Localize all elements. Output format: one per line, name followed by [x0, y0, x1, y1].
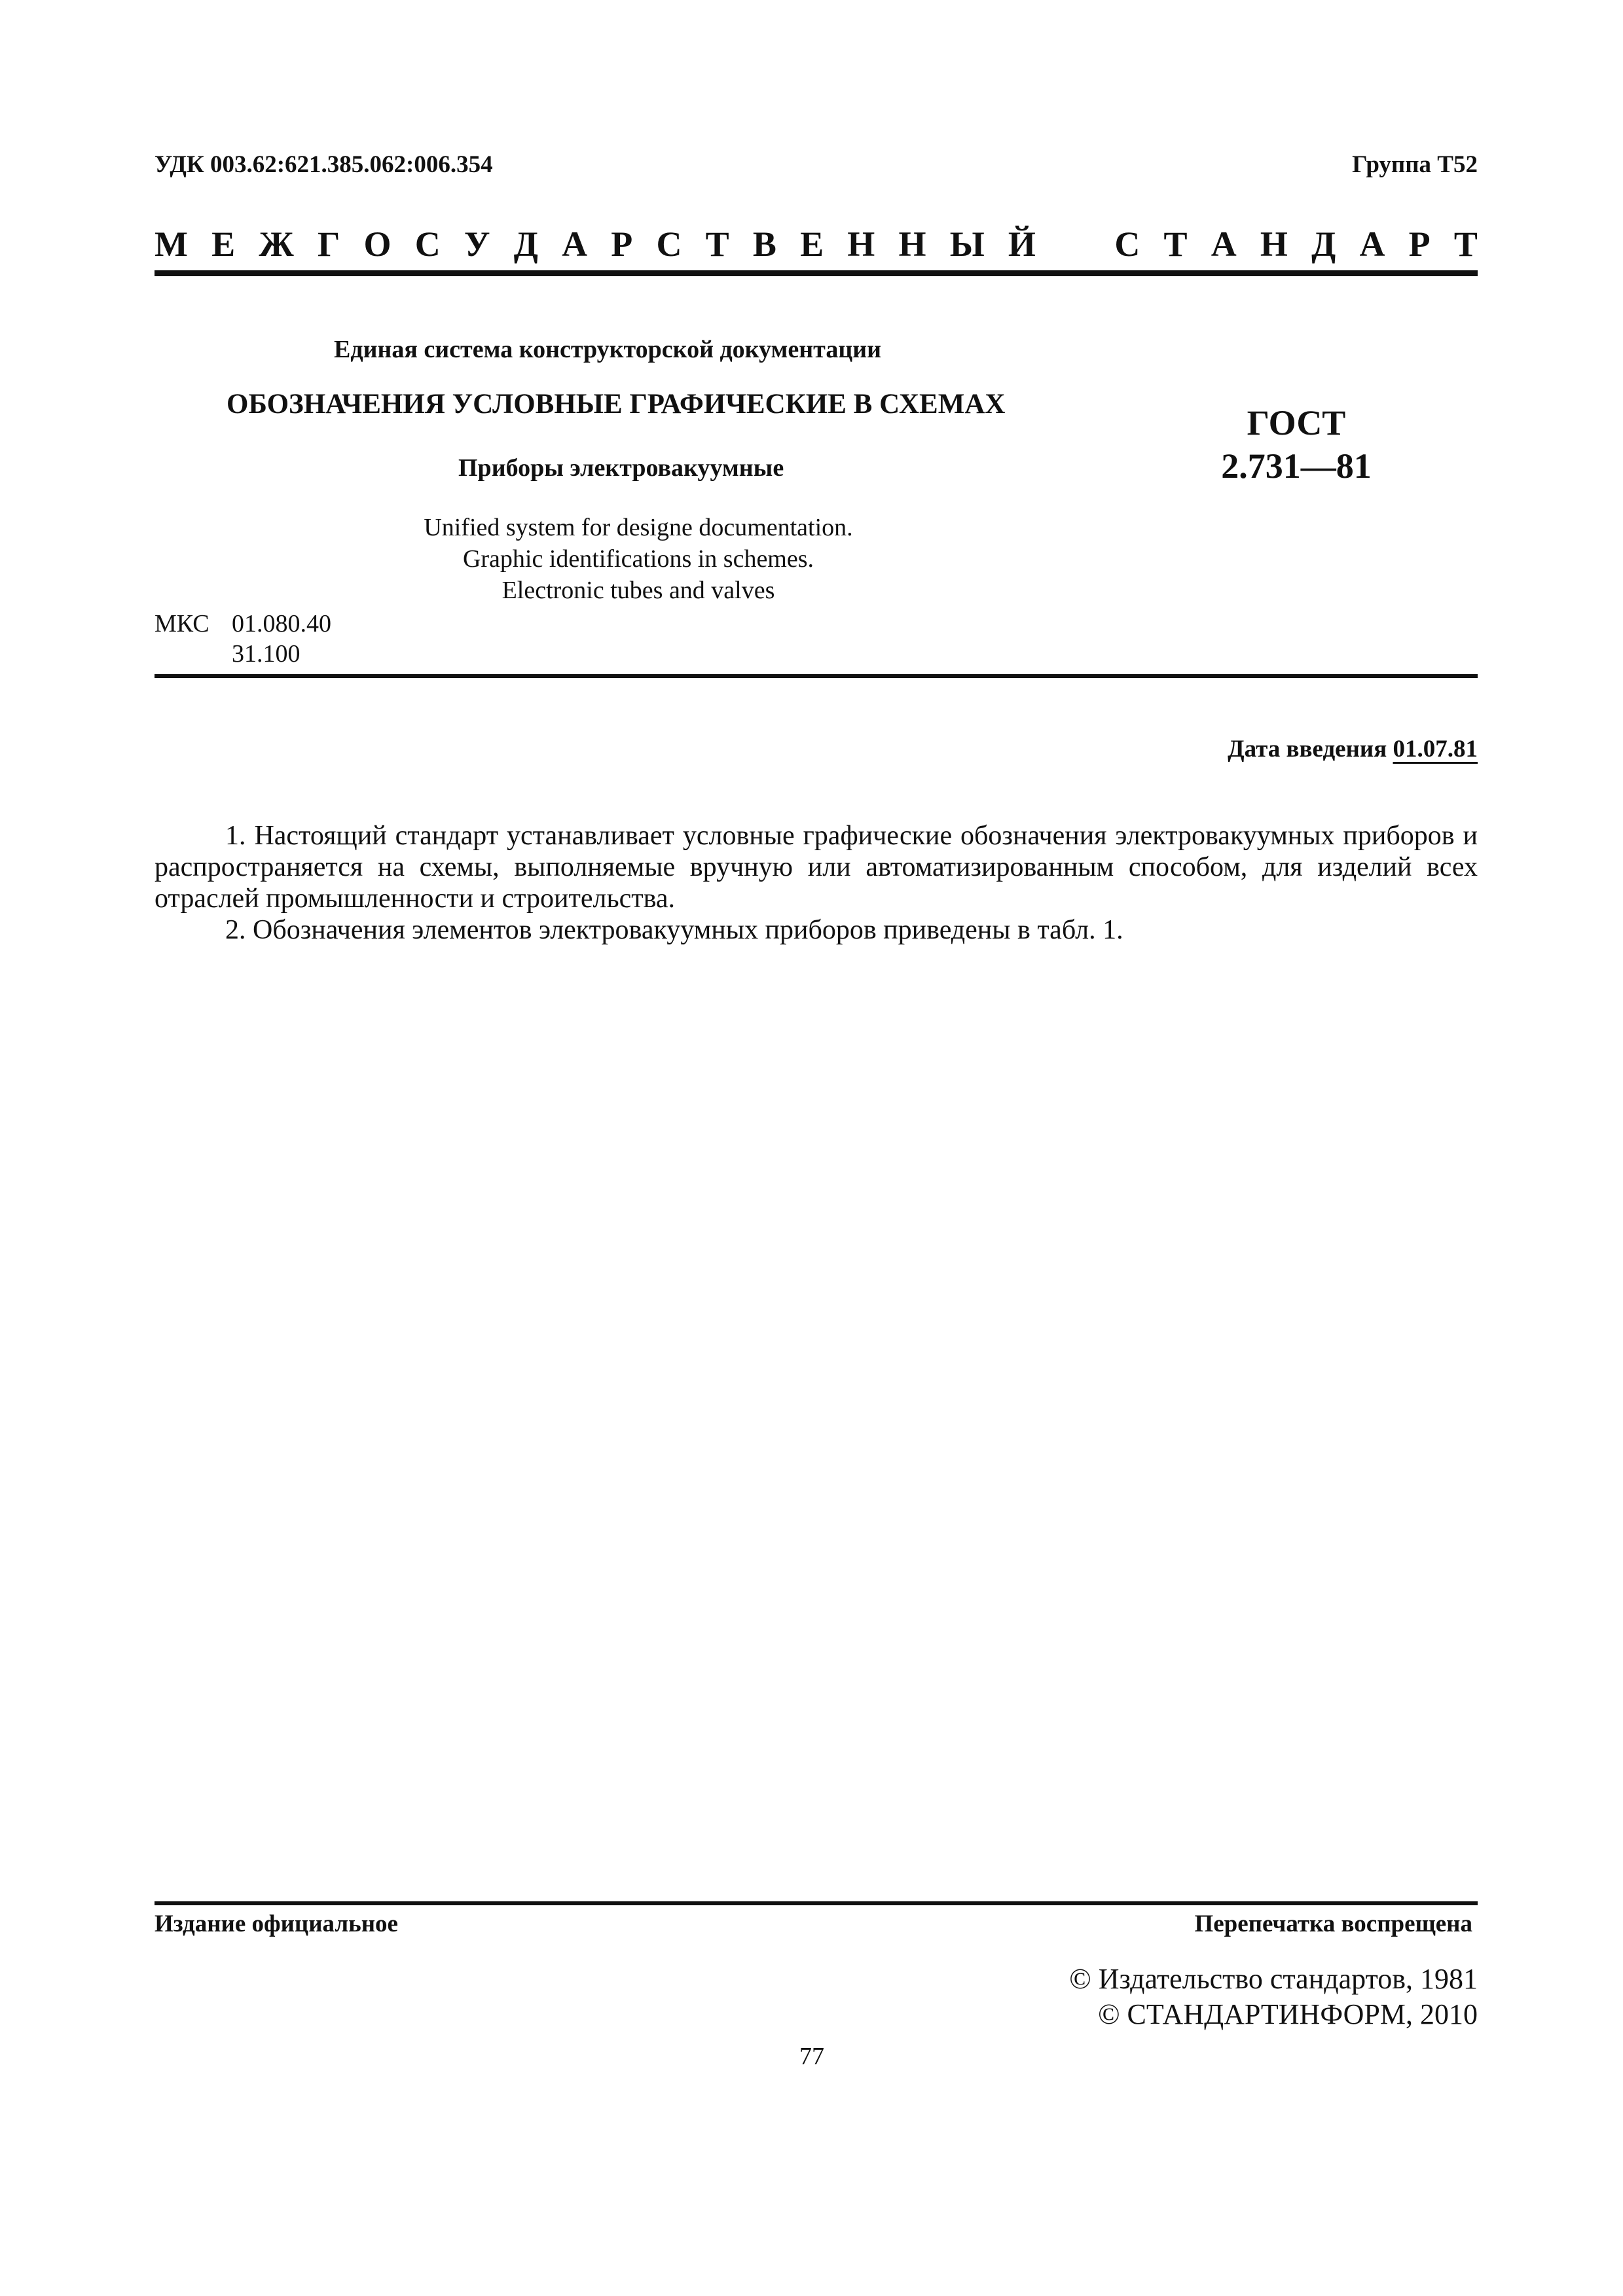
mks-codes	[155, 609, 331, 669]
introduction-date	[1228, 735, 1478, 763]
heading-letter: Ж	[259, 224, 294, 264]
gost-designation	[1218, 401, 1375, 488]
heading-letter: Е	[211, 224, 236, 264]
heading-letter: В	[752, 224, 776, 264]
footer-divider	[155, 1901, 1478, 1905]
title-block-divider	[155, 674, 1478, 678]
no-reprint-note: Перепечатка воспрещена	[1194, 1910, 1472, 1937]
system-title: Единая система конструкторской документации	[334, 336, 881, 363]
interstate-standard-heading	[155, 224, 1478, 264]
heading-letter: Т	[1453, 224, 1478, 264]
heading-letter: Е	[800, 224, 824, 264]
heading-letter: С	[414, 224, 441, 264]
mks-label: МКС	[155, 610, 210, 637]
heading-letter: Т	[1163, 224, 1188, 264]
mks-code: 31.100	[232, 640, 301, 668]
heading-letter: Р	[611, 224, 633, 264]
body-text	[155, 820, 1478, 946]
copyright-notice	[1069, 1962, 1478, 2032]
heading-letter: М	[155, 224, 188, 264]
heading-letter: О	[363, 224, 392, 264]
document-title: ОБОЗНАЧЕНИЯ УСЛОВНЫЕ ГРАФИЧЕСКИЕ В СХЕМАХ	[227, 389, 1006, 420]
document-subtitle: Приборы электровакуумные	[458, 454, 784, 482]
word-gap	[1059, 224, 1091, 264]
heading-letter: У	[464, 224, 490, 264]
heading-letter: Д	[513, 224, 538, 264]
udk-code: УДК 003.62:621.385.062:006.354	[155, 151, 493, 178]
official-edition-note: Издание официальное	[155, 1910, 398, 1937]
group-code: Группа Т52	[1352, 151, 1478, 178]
copyright-line: © Издательство стандартов, 1981	[1069, 1963, 1478, 1995]
gost-number: 2.731—81	[1221, 446, 1372, 486]
paragraph: 2. Обозначения элементов электровакуумных приборов приведены в табл. 1.	[225, 915, 1123, 945]
heading-letter: Н	[847, 224, 875, 264]
heading-letter: А	[1211, 224, 1237, 264]
mks-code: 01.080.40	[232, 610, 331, 637]
heading-letter: Й	[1008, 224, 1036, 264]
heading-letter: Н	[1260, 224, 1288, 264]
date-value: 01.07.81	[1393, 736, 1478, 762]
date-label: Дата введения	[1228, 736, 1387, 762]
heading-letter: Д	[1311, 224, 1336, 264]
copyright-line: © СТАНДАРТИНФОРМ, 2010	[1098, 1998, 1478, 2030]
heading-letter: А	[562, 224, 588, 264]
gost-label: ГОСТ	[1247, 403, 1346, 442]
heading-letter: Т	[705, 224, 729, 264]
heading-letter: Ы	[949, 224, 985, 264]
heading-letter: А	[1359, 224, 1385, 264]
english-title	[367, 512, 910, 606]
heading-letter: Н	[898, 224, 926, 264]
english-title-line: Unified system for designe documentation.	[424, 514, 853, 541]
top-divider	[155, 270, 1478, 276]
heading-letter: С	[656, 224, 682, 264]
english-title-line: Graphic identifications in schemes.	[462, 545, 814, 573]
heading-letter: Г	[317, 224, 340, 264]
page-number: 77	[799, 2043, 824, 2070]
english-title-line: Electronic tubes and valves	[501, 577, 775, 604]
paragraph: 1. Настоящий стандарт устанавливает условные графические обозначения электровакуумных приборов и распространяется на схемы, выполняемые вручную или автоматизированным способом, для изделий всех отраслей промышленности и строительства.	[155, 821, 1478, 914]
heading-letter: С	[1114, 224, 1140, 264]
heading-letter: Р	[1408, 224, 1431, 264]
